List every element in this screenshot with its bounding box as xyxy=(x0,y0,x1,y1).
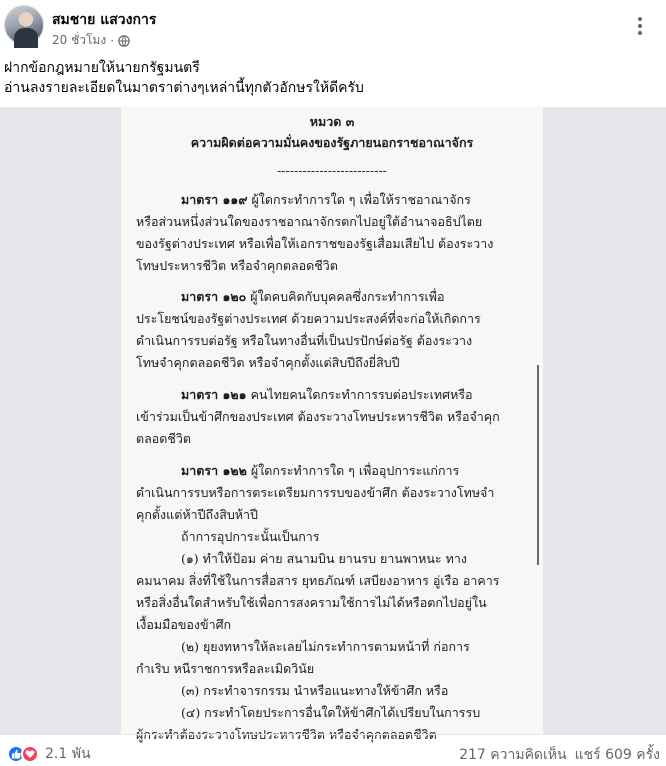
share-count[interactable]: แชร์ 609 ครั้ง xyxy=(574,747,660,763)
love-icon xyxy=(21,745,39,763)
document-line xyxy=(181,703,576,723)
document-line xyxy=(136,353,531,373)
chapter-title: ความผิดต่อความมั่นคงของรัฐภายนอกราชอาณาจักร xyxy=(190,135,474,150)
line-text: หรือสิ่งอื่นใดสำหรับใช้เพื่อการสงครามใช้การไม่ได้หรือตกไปอยู่ใน xyxy=(136,595,487,610)
document-line xyxy=(181,461,576,481)
section-label: มาตรา ๑๑๙ xyxy=(181,192,248,207)
post-meta xyxy=(52,31,130,50)
more-options-button[interactable] xyxy=(628,14,652,38)
section-label: มาตรา ๑๒๑ xyxy=(181,387,247,402)
post-footer xyxy=(0,734,666,766)
line-text: เงื้อมมือของข้าศึก xyxy=(136,617,232,632)
document-line xyxy=(136,234,531,254)
line-text: ผู้กระทำต้องระวางโทษประหารชีวิต หรือจำคุกตลอดชีวิต xyxy=(136,727,437,742)
line-text: (๑) ทำให้ป้อม ค่าย สนามบิน ยานรบ ยานพาหนะ ทาง xyxy=(181,551,467,566)
document-line xyxy=(136,571,531,591)
document-line xyxy=(136,331,531,351)
document-line xyxy=(136,212,531,232)
line-text: คนไทยคนใดกระทำการรบต่อประเทศหรือ xyxy=(250,387,473,402)
document-line xyxy=(136,407,531,427)
line-text: ผู้ใดกระทำการใด ๆ เพื่อให้ราชอาณาจักร xyxy=(251,192,471,207)
post-time[interactable]: 20 ชั่วโมง xyxy=(52,33,107,47)
document-line xyxy=(181,385,576,405)
line-text: ผู้ใดคบคิดกับบุคคลซึ่งกระทำการเพื่อ xyxy=(250,289,445,304)
document-line xyxy=(181,527,576,547)
divider: -------------------------- xyxy=(277,163,387,178)
chapter-heading: หมวด ๓ xyxy=(309,114,355,129)
document-line xyxy=(136,429,531,449)
line-text: ดำเนินการรบหรือการตระเตรียมการรบของข้าศึก ต้องระวางโทษจำ xyxy=(136,485,495,500)
globe-icon[interactable] xyxy=(118,35,130,47)
line-text: หรือส่วนหนึ่งส่วนใดของราชอาณาจักรตกไปอยู่ใต้อำนาจอธิปไตย xyxy=(136,214,483,229)
document-line xyxy=(136,505,531,525)
document-line xyxy=(136,615,531,635)
post-text-line: ฝากข้อกฎหมายให้นายกรัฐมนตรี xyxy=(4,60,200,76)
author-name[interactable]: สมชาย แสวงการ xyxy=(52,12,157,28)
line-text: คมนาคม สิ่งที่ใช้ในการสื่อสาร ยุทธภัณฑ์ เสบียงอาหาร อู่เรือ อาคาร xyxy=(136,573,500,588)
line-text: ประโยชน์ของรัฐต่างประเทศ ด้วยความประสงค์ที่จะก่อให้เกิดการ xyxy=(136,311,481,326)
line-text: ดำเนินการรบต่อรัฐ หรือในทางอื่นที่เป็นปรปักษ์ต่อรัฐ ต้องระวาง xyxy=(136,333,473,348)
section-label: มาตรา ๑๒๒ xyxy=(181,463,247,478)
post-text xyxy=(4,58,654,98)
document-line xyxy=(136,483,531,503)
line-text: ของรัฐต่างประเทศ หรือเพื่อให้เอกราชของรัฐเสื่อมเสียไป ต้องระวาง xyxy=(136,236,494,251)
post-text-line: อ่านลงรายละเอียดในมาตราต่างๆเหล่านี้ทุกตัวอักษรให้ดีครับ xyxy=(4,80,364,96)
line-text: (๒) ยุยงทหารให้ละเลยไม่กระทำการตามหน้าที่ ก่อการ xyxy=(181,639,470,654)
meta-separator: · xyxy=(110,33,115,48)
document-page xyxy=(121,107,543,742)
line-text: โทษประหารชีวิต หรือจำคุกตลอดชีวิต xyxy=(136,258,338,273)
section-label: มาตรา ๑๒๐ xyxy=(181,289,247,304)
document-line xyxy=(136,593,531,613)
reaction-count[interactable]: 2.1 พัน xyxy=(45,746,91,762)
line-text: (๓) กระทำจารกรรม นำหรือแนะทางให้ข้าศึก หรือ xyxy=(181,683,449,698)
line-text: (๔) กระทำโดยประการอื่นใดให้ข้าศึกได้เปรียบในการรบ xyxy=(181,705,481,720)
comment-count[interactable]: 217 ความคิดเห็น xyxy=(459,747,567,763)
line-text: เข้าร่วมเป็นข้าศึกของประเทศ ต้องระวางโทษประหารชีวิต หรือจำคุก xyxy=(136,409,500,424)
reactions[interactable] xyxy=(7,743,91,765)
document-line xyxy=(181,549,576,569)
line-text: กำเริบ หนีราชการหรือละเมิดวินัย xyxy=(136,661,315,676)
line-text: ผู้ใดกระทำการใด ๆ เพื่ออุปการะแก่การ xyxy=(250,463,460,478)
post-stats xyxy=(459,744,660,766)
document-line xyxy=(181,637,576,657)
document-scroll-mark xyxy=(537,365,539,565)
line-text: คุกตั้งแต่ห้าปีถึงสิบห้าปี xyxy=(136,507,258,522)
document-line xyxy=(136,309,531,329)
document-line xyxy=(136,659,531,679)
line-text: ถ้าการอุปการะนั้นเป็นการ xyxy=(181,529,320,544)
avatar[interactable] xyxy=(4,5,44,45)
post-header xyxy=(0,0,666,52)
line-text: โทษจำคุกตลอดชีวิต หรือจำคุกตั้งแต่สิบปีถึงยี่สิบปี xyxy=(136,355,400,370)
more-icon xyxy=(638,16,642,37)
document-line xyxy=(181,681,576,701)
document-line xyxy=(136,256,531,276)
line-text: ตลอดชีวิต xyxy=(136,431,192,446)
post-image[interactable] xyxy=(0,107,666,742)
document-line xyxy=(181,287,576,307)
document-line xyxy=(181,190,576,210)
